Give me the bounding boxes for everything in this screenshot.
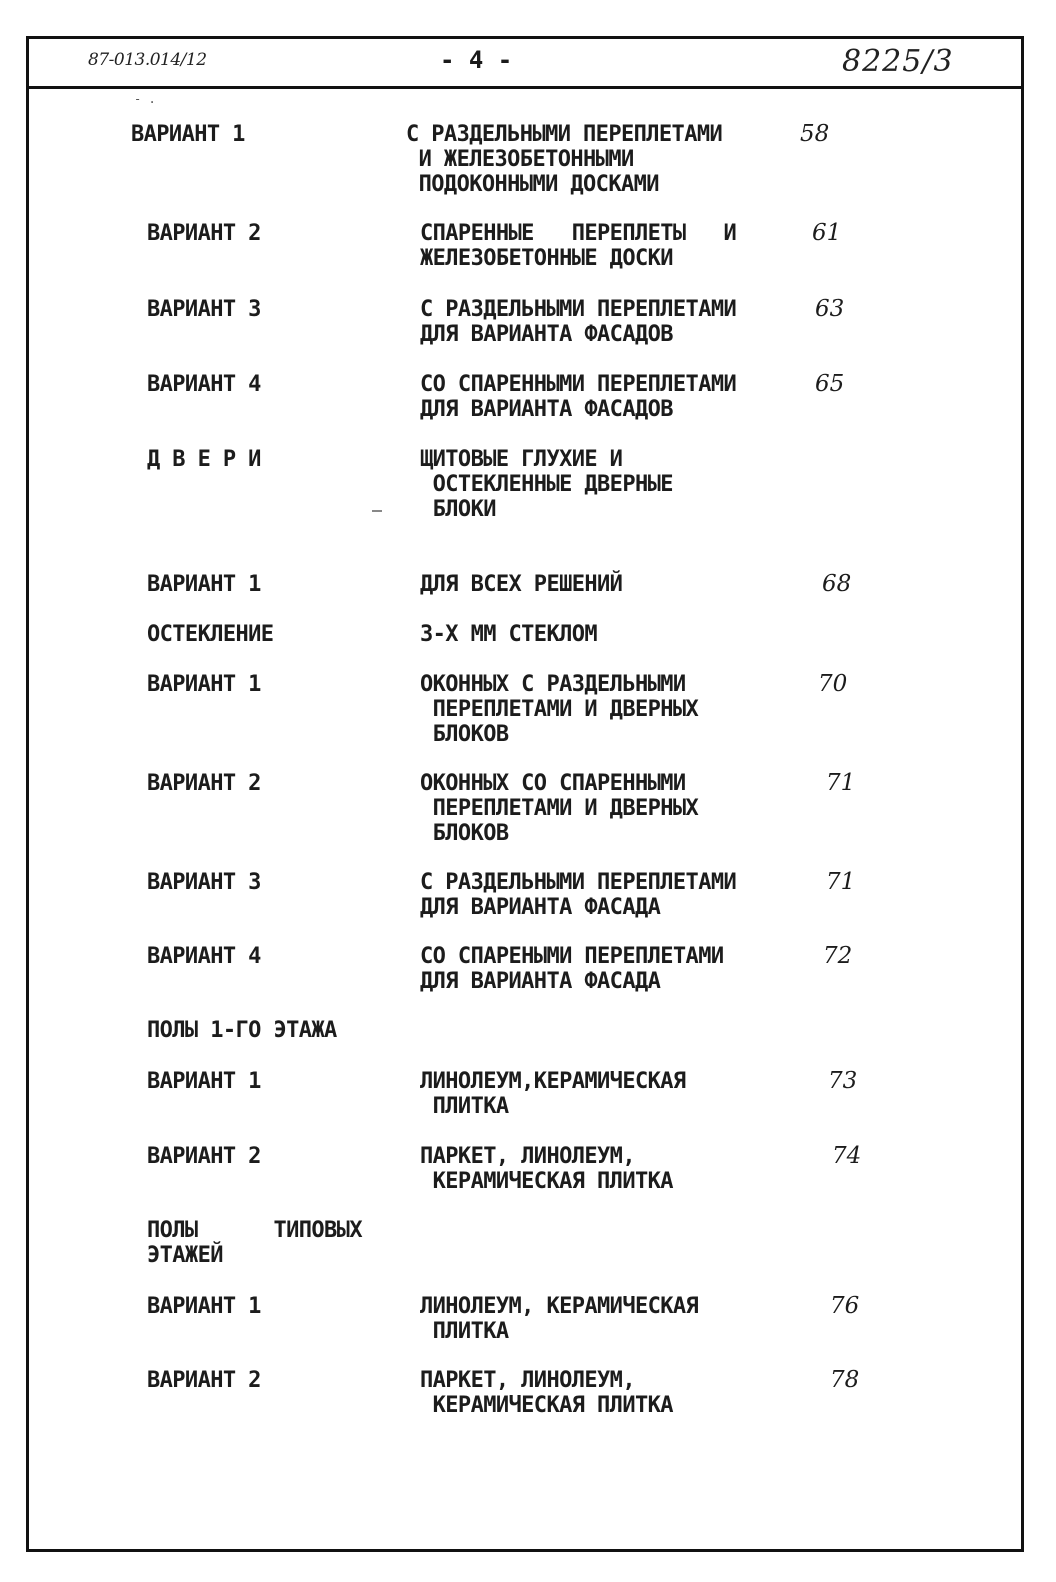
entry-page: 72	[823, 943, 853, 969]
entry-desc-line: ПЛИТКА	[420, 1319, 509, 1344]
entry-desc-line: С РАЗДЕЛЬНЫМИ ПЕРЕПЛЕТАМИ	[420, 870, 737, 895]
entry-desc-line: ДЛЯ ВАРИАНТА ФАСАДА	[420, 895, 661, 920]
header-rule	[26, 86, 1024, 89]
entry-desc-line: ЩИТОВЫЕ ГЛУХИЕ И	[420, 447, 623, 472]
entry-page: 70	[818, 671, 848, 697]
entry-desc-line: ПЕРЕПЛЕТАМИ И ДВЕРНЫХ	[420, 697, 699, 722]
entry-page: 71	[826, 869, 856, 895]
entry-desc-line: БЛОКОВ	[420, 722, 509, 747]
entry-desc-line: ОКОННЫХ СО СПАРЕННЫМИ	[420, 771, 686, 796]
section-heading: ПОЛЫ 1-ГО ЭТАЖА	[147, 1018, 337, 1043]
entry-desc-line: ЛИНОЛЕУМ,КЕРАМИЧЕСКАЯ	[420, 1069, 686, 1094]
entry-desc-line: С РАЗДЕЛЬНЫМИ ПЕРЕПЛЕТАМИ	[420, 297, 737, 322]
entry-page: 61	[812, 220, 842, 246]
entry-desc-line: КЕРАМИЧЕСКАЯ ПЛИТКА	[420, 1169, 673, 1194]
entry-desc-line: ДЛЯ ВАРИАНТА ФАСАДОВ	[420, 322, 673, 347]
entry-page: 76	[830, 1293, 860, 1319]
entry-page: 65	[815, 371, 845, 397]
entry-desc-line: БЛОКОВ	[420, 821, 509, 846]
entry-label: ВАРИАНТ 4	[147, 372, 261, 397]
page-number: - 4 -	[440, 46, 513, 74]
entry-page: 71	[826, 770, 856, 796]
entry-desc-line: 3-Х ММ СТЕКЛОМ	[420, 622, 598, 647]
entry-page: 58	[800, 121, 830, 147]
entry-label: ВАРИАНТ 2	[147, 1368, 261, 1393]
entry-desc-line: ПЛИТКА	[420, 1094, 509, 1119]
entry-label: ВАРИАНТ 1	[147, 1294, 261, 1319]
entry-desc-line: БЛОКИ	[420, 497, 496, 522]
entry-label: ВАРИАНТ 3	[147, 297, 261, 322]
entry-desc-line: СПАРЕННЫЕ ПЕРЕПЛЕТЫ И	[420, 221, 737, 246]
entry-desc-line: ПАРКЕТ, ЛИНОЛЕУМ,	[420, 1368, 635, 1393]
entry-page: 74	[832, 1143, 862, 1169]
section-heading: ПОЛЫ ТИПОВЫХ ЭТАЖЕЙ	[147, 1218, 362, 1268]
entry-desc-line: ДЛЯ ВАРИАНТА ФАСАДОВ	[420, 397, 673, 422]
entry-desc-line: ЖЕЛЕЗОБЕТОННЫЕ ДОСКИ	[420, 246, 673, 271]
entry-page: 73	[828, 1068, 858, 1094]
entry-desc-line: КЕРАМИЧЕСКАЯ ПЛИТКА	[420, 1393, 673, 1418]
entry-page: 78	[830, 1367, 860, 1393]
entry-desc-line: И ЖЕЛЕЗОБЕТОННЫМИ	[406, 147, 634, 172]
entry-desc-line: ДЛЯ ВАРИАНТА ФАСАДА	[420, 969, 661, 994]
entry-desc-line: ЛИНОЛЕУМ, КЕРАМИЧЕСКАЯ	[420, 1294, 699, 1319]
entry-label: ВАРИАНТ 2	[147, 221, 261, 246]
section-heading: Д В Е Р И	[147, 447, 261, 472]
document-code: 87-013.014/12	[88, 50, 207, 70]
entry-page: 63	[815, 296, 845, 322]
entry-label: ВАРИАНТ 4	[147, 944, 261, 969]
sheet-number: 8225/3	[842, 44, 954, 79]
entry-page: 68	[822, 571, 852, 597]
entry-label: ВАРИАНТ 2	[147, 771, 261, 796]
entry-desc-line: С РАЗДЕЛЬНЫМИ ПЕРЕПЛЕТАМИ	[406, 122, 723, 147]
entry-desc-line: ОКОННЫХ С РАЗДЕЛЬНЫМИ	[420, 672, 686, 697]
entry-label: ВАРИАНТ 1	[131, 122, 245, 147]
entry-desc-line: СО СПАРЕННЫМИ ПЕРЕПЛЕТАМИ	[420, 372, 737, 397]
stray-mark	[372, 510, 382, 512]
entry-label: ВАРИАНТ 2	[147, 1144, 261, 1169]
entry-desc-line: ОСТЕКЛЕННЫЕ ДВЕРНЫЕ	[420, 472, 673, 497]
tick-mark: - .	[134, 92, 156, 106]
entry-label: ВАРИАНТ 1	[147, 572, 261, 597]
entry-desc-line: ПЕРЕПЛЕТАМИ И ДВЕРНЫХ	[420, 796, 699, 821]
entry-label: ВАРИАНТ 1	[147, 1069, 261, 1094]
entry-desc-line: ДЛЯ ВСЕХ РЕШЕНИЙ	[420, 572, 623, 597]
entry-desc-line: СО СПАРЕНЫМИ ПЕРЕПЛЕТАМИ	[420, 944, 724, 969]
section-heading: ОСТЕКЛЕНИЕ	[147, 622, 274, 647]
entry-label: ВАРИАНТ 3	[147, 870, 261, 895]
entry-desc-line: ПОДОКОННЫМИ ДОСКАМИ	[406, 172, 659, 197]
entry-desc-line: ПАРКЕТ, ЛИНОЛЕУМ,	[420, 1144, 635, 1169]
entry-label: ВАРИАНТ 1	[147, 672, 261, 697]
